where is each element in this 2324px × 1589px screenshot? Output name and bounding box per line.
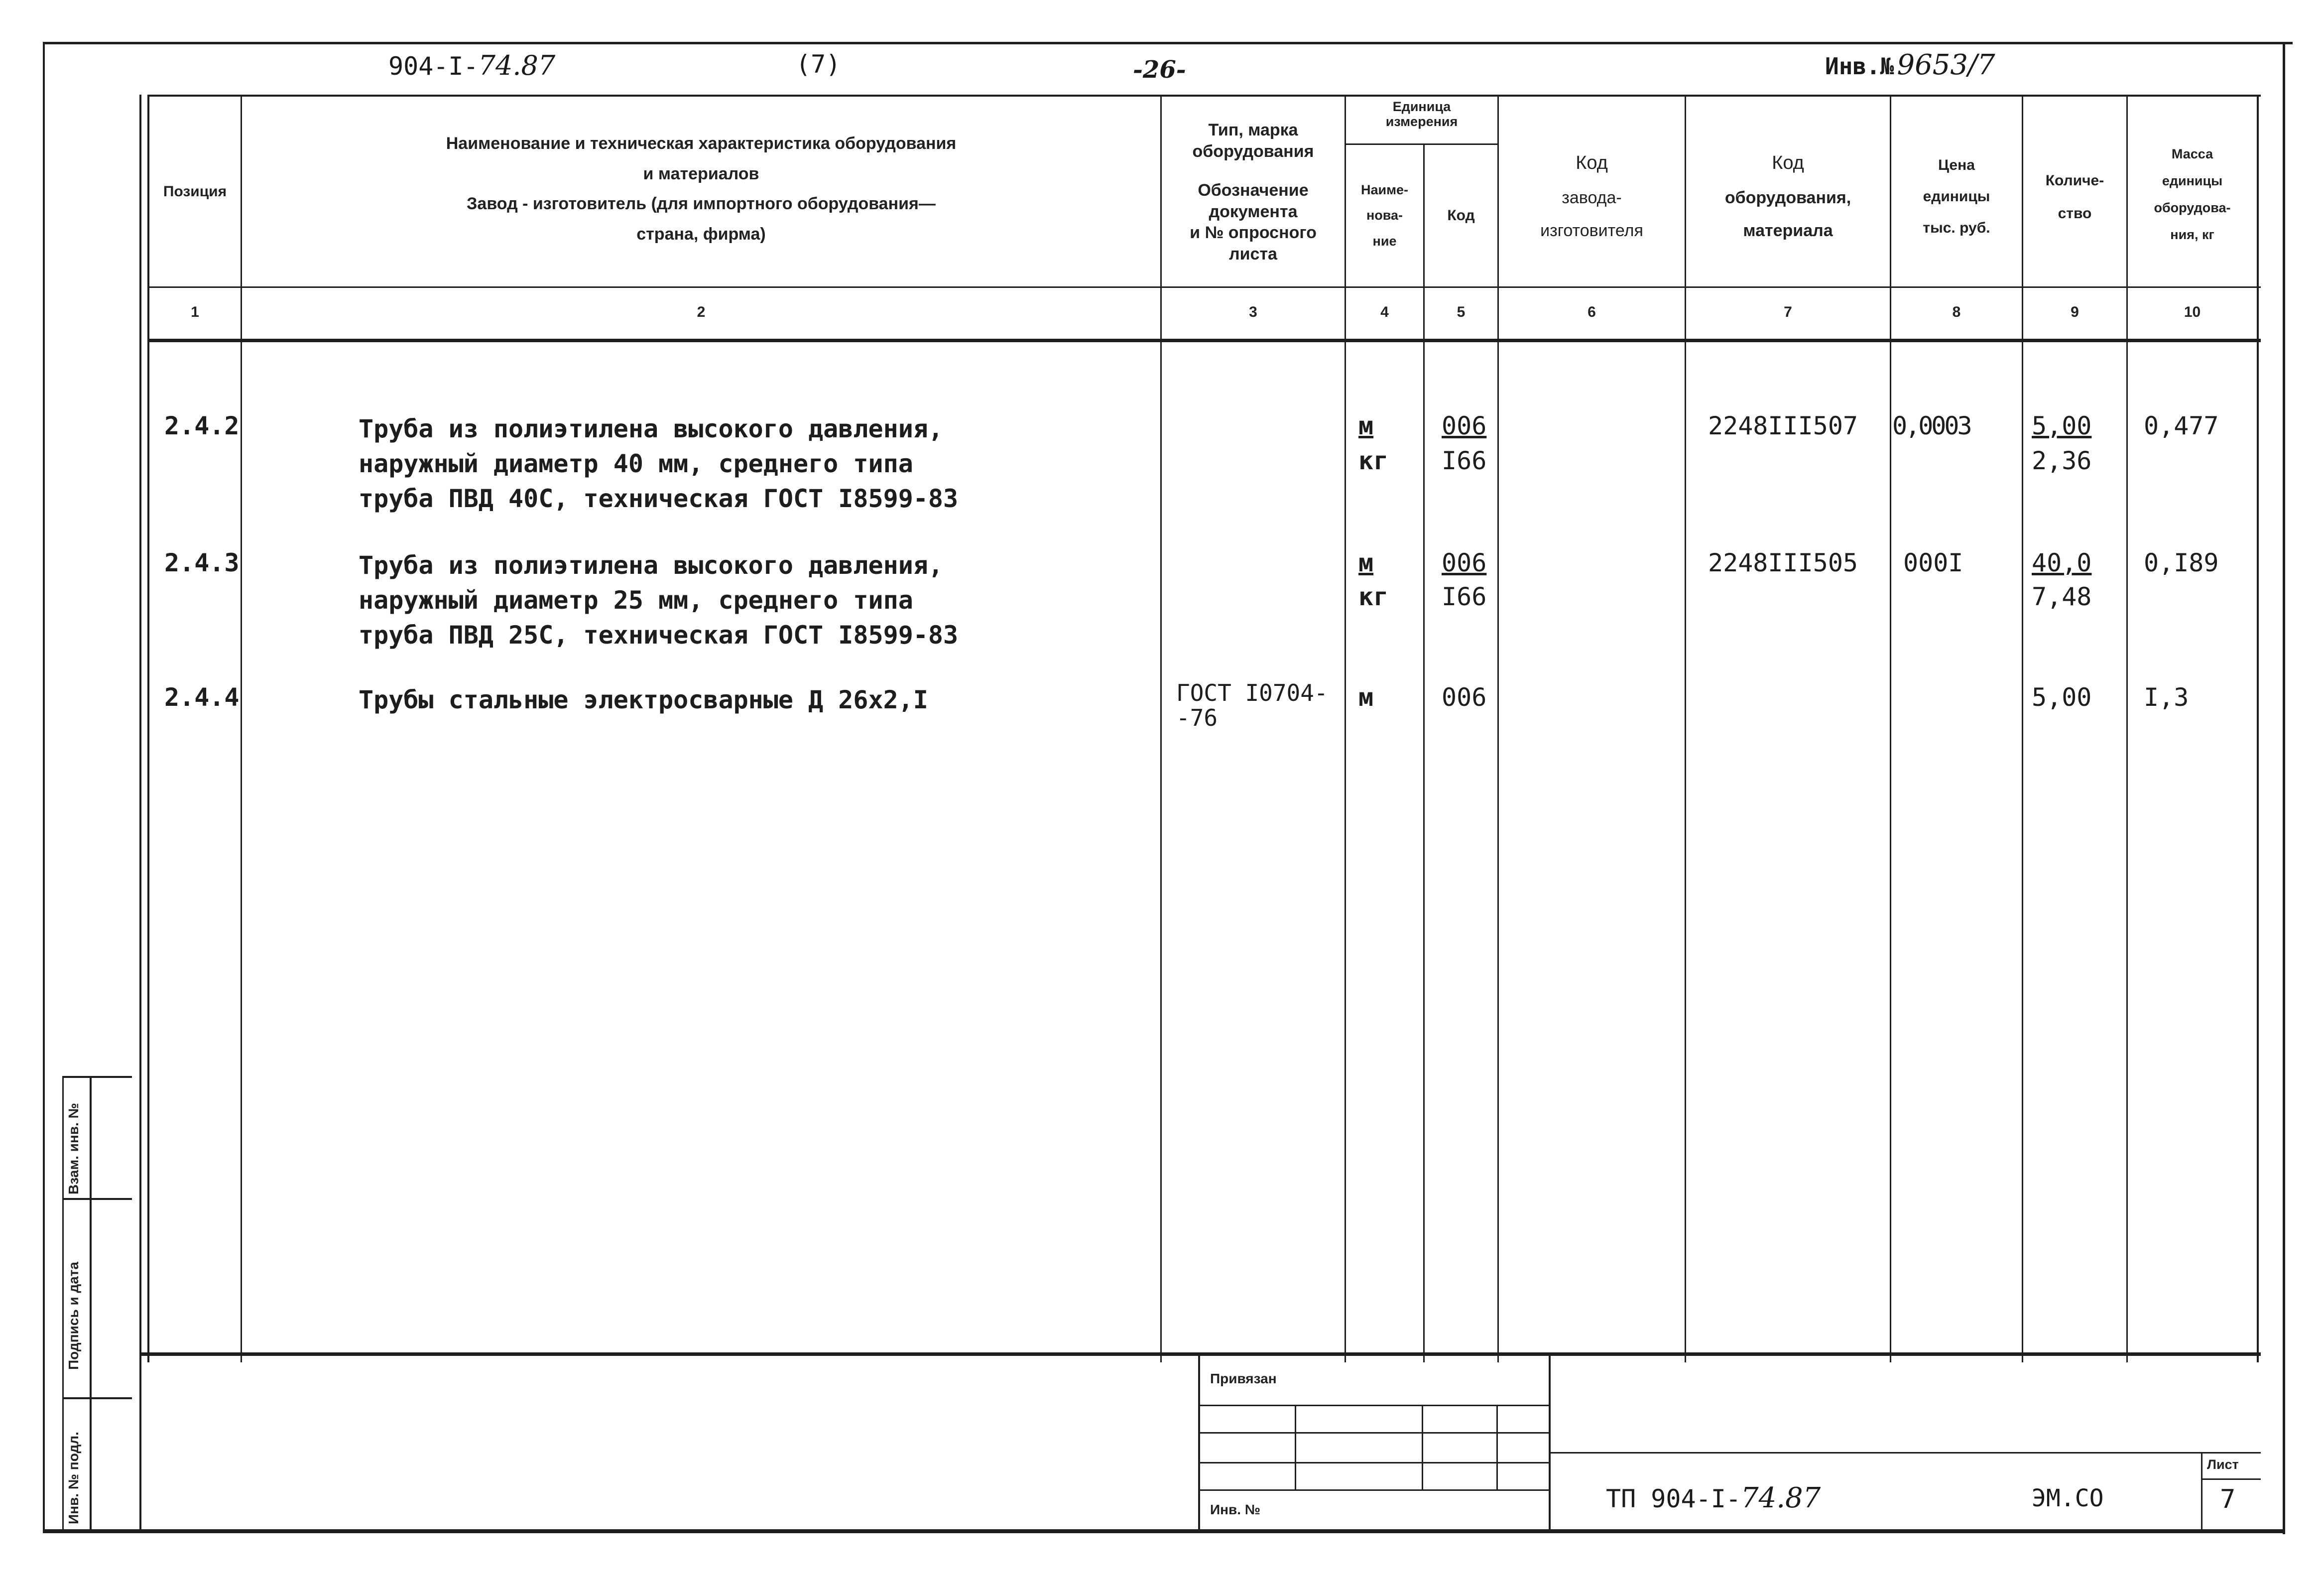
column-number-1: 1 [191, 304, 199, 320]
frame-right [2283, 42, 2285, 1534]
column-number-2: 2 [697, 304, 706, 320]
titleblock-grid-h4 [1198, 1489, 1549, 1491]
header-name-line2: и материалов [643, 164, 759, 183]
row-unit-name-2: кг [1358, 446, 1389, 475]
row-material-code: 2248III505 [1708, 548, 1858, 577]
row-position: 2.4.3 [164, 548, 240, 577]
header-price [1891, 149, 2022, 244]
header-name-line4: страна, фирма) [636, 225, 766, 244]
side-stamp-top [62, 1076, 132, 1078]
row-name-line2: наружный диаметр 40 мм, среднего типа [359, 449, 913, 478]
side-stamp-replaced-inv: Взам. инв. № [66, 1103, 81, 1194]
row-price: 0,0003 [1892, 411, 1970, 440]
row-type-line2: -76 [1176, 704, 1218, 731]
header-type-line3: Обозначение [1198, 181, 1309, 200]
inventory-number [1825, 49, 1995, 81]
inventory-label: Инв.№ [1825, 53, 1894, 80]
header-quantity [2023, 164, 2126, 230]
project-code-handwritten: 74.87 [478, 50, 556, 81]
header-material-line2: оборудования, [1724, 188, 1851, 208]
col-divider-6 [1685, 95, 1686, 1362]
header-factory-line1: Код [1576, 152, 1608, 173]
col-divider-1 [241, 95, 242, 1362]
header-factory-line3: изготовителя [1540, 221, 1643, 241]
table-top [147, 95, 2261, 97]
header-unit-group [1346, 100, 1497, 129]
side-stamp-original-inv: Инв. № подл. [66, 1432, 81, 1524]
row-qty-1: 5,00 [2032, 411, 2092, 440]
side-stamp-sep2 [62, 1397, 132, 1399]
titleblock-top [139, 1352, 2261, 1356]
header-position: Позиция [163, 183, 227, 200]
header-unit-code: Код [1447, 207, 1475, 224]
sheet-index: (7) [796, 50, 841, 79]
header-name [242, 131, 1160, 248]
top-project-code [388, 50, 555, 81]
column-number-6: 6 [1588, 304, 1596, 320]
header-bottom [147, 286, 2261, 288]
table-right [2257, 95, 2259, 1362]
document-code-handwritten: 74.87 [1740, 1482, 1821, 1514]
row-qty-1: 5,00 [2032, 683, 2092, 712]
row-unit-code-1: 006 [1442, 683, 1487, 712]
header-unit-line2: измерения [1385, 114, 1458, 129]
column-number-10: 10 [2184, 304, 2201, 320]
col-divider-5 [1497, 95, 1499, 1362]
col-divider-4 [1423, 144, 1425, 1362]
column-number-3: 3 [1249, 304, 1257, 320]
row-material-code: 2248III507 [1708, 411, 1858, 440]
header-unit-line1: Единица [1392, 99, 1451, 114]
header-unit-name-line3: ние [1372, 233, 1397, 249]
row-name-line1: Труба из полиэтилена высокого давления, [359, 414, 943, 443]
header-material-line3: материала [1743, 221, 1833, 241]
titleblock-code-top [1549, 1452, 2261, 1454]
row-unit-code-1: 006 [1442, 411, 1487, 440]
col-divider-7 [1890, 95, 1891, 1362]
col-divider-9 [2126, 95, 2128, 1362]
header-unit-name-line2: нова- [1366, 208, 1403, 223]
row-type-line1: ГОСТ I0704- [1176, 679, 1328, 706]
frame-top [43, 42, 2293, 44]
col-divider-8 [2022, 95, 2023, 1362]
row-unit-name-1: м [1358, 548, 1374, 577]
header-mass-line1: Масса [2171, 146, 2213, 161]
header-type-line6: листа [1229, 244, 1277, 264]
side-stamp-signature-date: Подпись и дата [66, 1262, 81, 1370]
row-qty-2: 7,48 [2032, 582, 2092, 611]
side-stamp-inner [62, 1076, 64, 1532]
row-unit-code-1: 006 [1442, 548, 1487, 577]
header-type-line1: Тип, марка [1208, 121, 1298, 139]
titleblock-sheet-mid [2201, 1478, 2261, 1480]
header-quantity-line1: Количе- [2045, 172, 2104, 189]
header-unit-name [1346, 177, 1423, 254]
row-mass: I,3 [2144, 683, 2189, 712]
column-number-5: 5 [1457, 304, 1466, 320]
row-qty-2: 2,36 [2032, 446, 2092, 475]
header-price-line3: тыс. руб. [1923, 220, 1990, 236]
inv-no-label: Инв. № [1210, 1502, 1261, 1517]
titleblock-grid-v3 [1496, 1405, 1498, 1489]
sheet-number: 7 [2220, 1484, 2236, 1514]
column-number-7: 7 [1784, 304, 1792, 320]
row-qty-1: 40,0 [2032, 548, 2092, 577]
row-position: 2.4.4 [164, 683, 240, 712]
page-number: -26- [1133, 56, 1186, 84]
header-mass-line2: единицы [2162, 173, 2223, 188]
header-mass [2128, 140, 2257, 248]
header-factory-code [1499, 144, 1685, 248]
titleblock-grid-v2 [1422, 1405, 1423, 1489]
titleblock-divider-left [1198, 1352, 1200, 1531]
header-type [1162, 120, 1345, 265]
titleblock-divider-right [1549, 1352, 1551, 1531]
frame-bottom [43, 1529, 2284, 1533]
col-divider-3 [1345, 95, 1346, 1362]
header-name-line3: Завод - изготовитель (для импортного оборудования— [467, 194, 936, 214]
header-type-line4: документа [1209, 202, 1298, 221]
column-number-8: 8 [1952, 304, 1961, 320]
header-price-line2: единицы [1923, 188, 1990, 205]
colnum-bottom [147, 339, 2261, 342]
row-price: 000I [1903, 548, 1963, 577]
row-name-line2: наружный диаметр 25 мм, среднего типа [359, 586, 913, 615]
titleblock-grid-v1 [1295, 1405, 1296, 1489]
attached-label: Привязан [1210, 1371, 1277, 1386]
table-left [147, 95, 149, 1362]
frame-left [43, 42, 45, 1531]
row-name-line3: труба ПВД 40С, техническая ГОСТ I8599-83 [359, 484, 959, 513]
header-quantity-line2: ство [2058, 205, 2092, 222]
header-type-line5: и № опросного [1190, 223, 1317, 242]
header-material-code [1686, 144, 1890, 248]
column-number-4: 4 [1380, 304, 1389, 320]
side-stamp-right [90, 1076, 92, 1532]
header-mass-line4: ния, кг [2170, 227, 2214, 242]
row-mass: 0,477 [2144, 411, 2219, 440]
row-name-line1: Труба из полиэтилена высокого давления, [359, 551, 943, 580]
header-unit-name-line1: Наиме- [1360, 182, 1409, 197]
column-number-9: 9 [2071, 304, 2079, 320]
col-divider-2 [1160, 95, 1162, 1362]
document-code [1606, 1482, 1821, 1514]
row-unit-name-1: м [1358, 683, 1374, 712]
row-position: 2.4.2 [164, 411, 240, 440]
header-type-line2: оборудования [1192, 141, 1314, 161]
project-code-printed: 904-I- [388, 52, 479, 81]
header-factory-line2: завода- [1562, 188, 1622, 208]
row-unit-name-1: м [1358, 411, 1374, 440]
row-mass: 0,I89 [2144, 548, 2219, 577]
row-name-line1: Трубы стальные электросварные Д 26х2,I [359, 685, 928, 714]
unit-group-divider [1345, 143, 1499, 145]
row-name-line3: труба ПВД 25С, техническая ГОСТ I8599-83 [359, 621, 959, 650]
document-code-printed: ТП 904-I- [1606, 1484, 1741, 1513]
document-section: ЭМ.СО [2032, 1484, 2104, 1512]
row-unit-code-2: I66 [1442, 446, 1487, 475]
row-unit-name-2: кг [1358, 582, 1389, 611]
header-name-line1: Наименование и техническая характеристика оборудования [446, 134, 957, 153]
header-price-line1: Цена [1938, 157, 1975, 173]
row-unit-code-2: I66 [1442, 582, 1487, 611]
titleblock-sheet-left [2201, 1452, 2202, 1531]
side-stamp-sep1 [62, 1198, 132, 1200]
sheet-label: Лист [2207, 1457, 2239, 1472]
inventory-value: 9653/7 [1897, 49, 1995, 81]
frame-inner-left [139, 95, 141, 1529]
header-mass-line3: оборудова- [2154, 200, 2231, 215]
header-material-line1: Код [1772, 152, 1804, 173]
